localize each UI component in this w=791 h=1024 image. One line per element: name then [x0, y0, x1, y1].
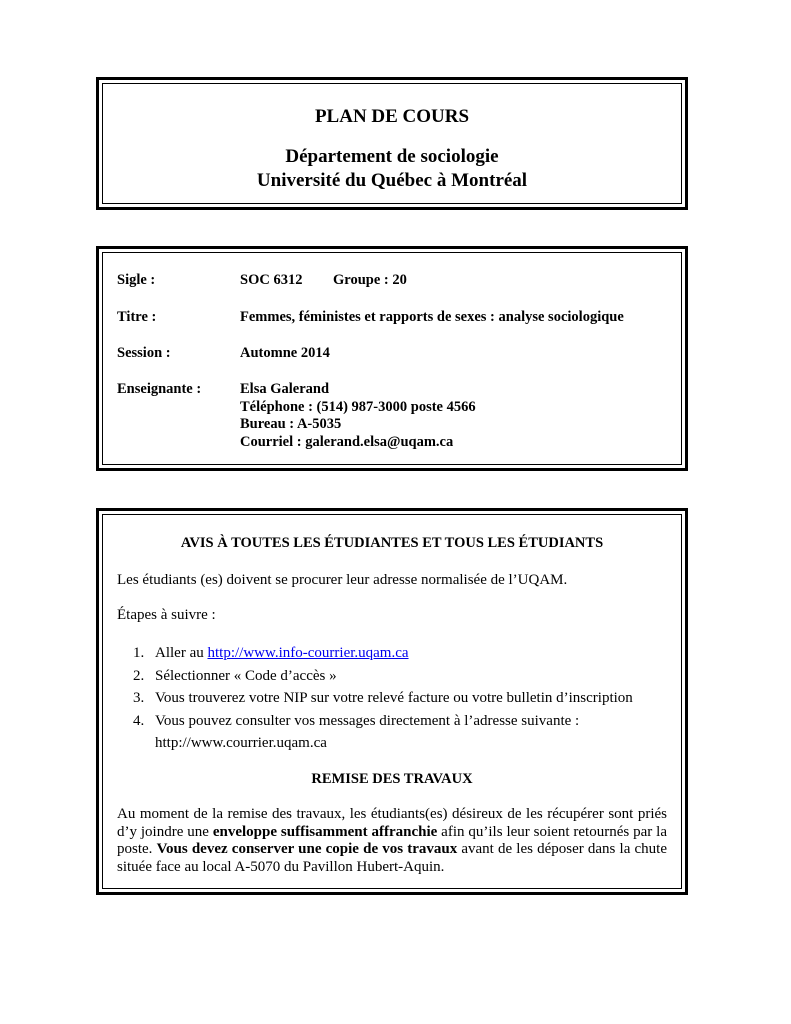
- step-item: [117, 643, 633, 666]
- remise-title: REMISE DES TRAVAUX: [311, 771, 473, 787]
- remise-text-3: avant de les déposer dans la chute située face au local A-5070 du Pavillon Hubert-Aquin.: [117, 841, 667, 875]
- step-number: 3.: [133, 690, 145, 706]
- department-name: Département de sociologie: [285, 146, 499, 167]
- remise-bold-1: enveloppe suffisamment affranchie: [212, 823, 438, 840]
- header-box: [96, 77, 688, 210]
- university-name: Université du Québec à Montréal: [256, 170, 528, 191]
- step-text: Vous trouverez votre NIP sur votre relevé facture ou votre bulletin d’inscription: [155, 690, 633, 706]
- notice-box-inner: [102, 514, 682, 889]
- page-title: PLAN DE COURS: [314, 106, 470, 127]
- remise-paragraph: [117, 806, 667, 876]
- steps-list: [117, 643, 633, 755]
- step-text: Aller au: [155, 645, 208, 661]
- titre-value: Femmes, féministes et rapports de sexes : analyse sociologique: [240, 309, 624, 325]
- step-continuation: http://www.courrier.uqam.ca: [155, 735, 327, 751]
- steps-label: Étapes à suivre :: [117, 607, 216, 623]
- notice-title: AVIS À TOUTES LES ÉTUDIANTES ET TOUS LES ÉTUDIANTS: [180, 535, 604, 551]
- notice-intro: Les étudiants (es) doivent se procurer leur adresse normalisée de l’UQAM.: [117, 572, 568, 588]
- session-value: Automne 2014: [240, 345, 330, 361]
- step-text: Vous pouvez consulter vos messages directement à l’adresse suivante :: [155, 712, 580, 729]
- instructor-name: Elsa Galerand: [240, 381, 330, 397]
- step-item: [117, 711, 633, 734]
- info-courrier-link[interactable]: http://www.info-courrier.uqam.ca: [207, 645, 409, 661]
- course-info-box-inner: [102, 252, 682, 465]
- step-number: 1.: [133, 645, 145, 661]
- instructor-office: Bureau : A-5035: [240, 416, 342, 432]
- course-info-box: [96, 246, 688, 471]
- step-number: 4.: [133, 712, 145, 729]
- step-item: [117, 688, 633, 711]
- enseignante-label: Enseignante :: [117, 381, 202, 397]
- instructor-email: Courriel : galerand.elsa@uqam.ca: [240, 433, 454, 450]
- step-item: [117, 666, 633, 689]
- remise-text-2: afin qu’ils leur soient retournés par la poste.: [117, 823, 667, 857]
- titre-label: Titre :: [117, 309, 157, 325]
- notice-box: [96, 508, 688, 895]
- remise-text-1: Au moment de la remise des travaux, les étudiants(es) désireux de les récupérer sont priés d’y joindre une: [117, 806, 667, 840]
- groupe-value: Groupe : 20: [333, 272, 407, 288]
- sigle-label: Sigle :: [117, 272, 156, 288]
- sigle-value: SOC 6312: [240, 272, 303, 288]
- instructor-phone: Téléphone : (514) 987-3000 poste 4566: [240, 398, 476, 415]
- step-number: 2.: [133, 667, 145, 684]
- step-text: Sélectionner « Code d’accès »: [155, 667, 337, 684]
- session-label: Session :: [117, 345, 171, 361]
- remise-bold-2: Vous devez conserver une copie de vos travaux: [156, 841, 458, 857]
- header-box-inner: [102, 83, 682, 204]
